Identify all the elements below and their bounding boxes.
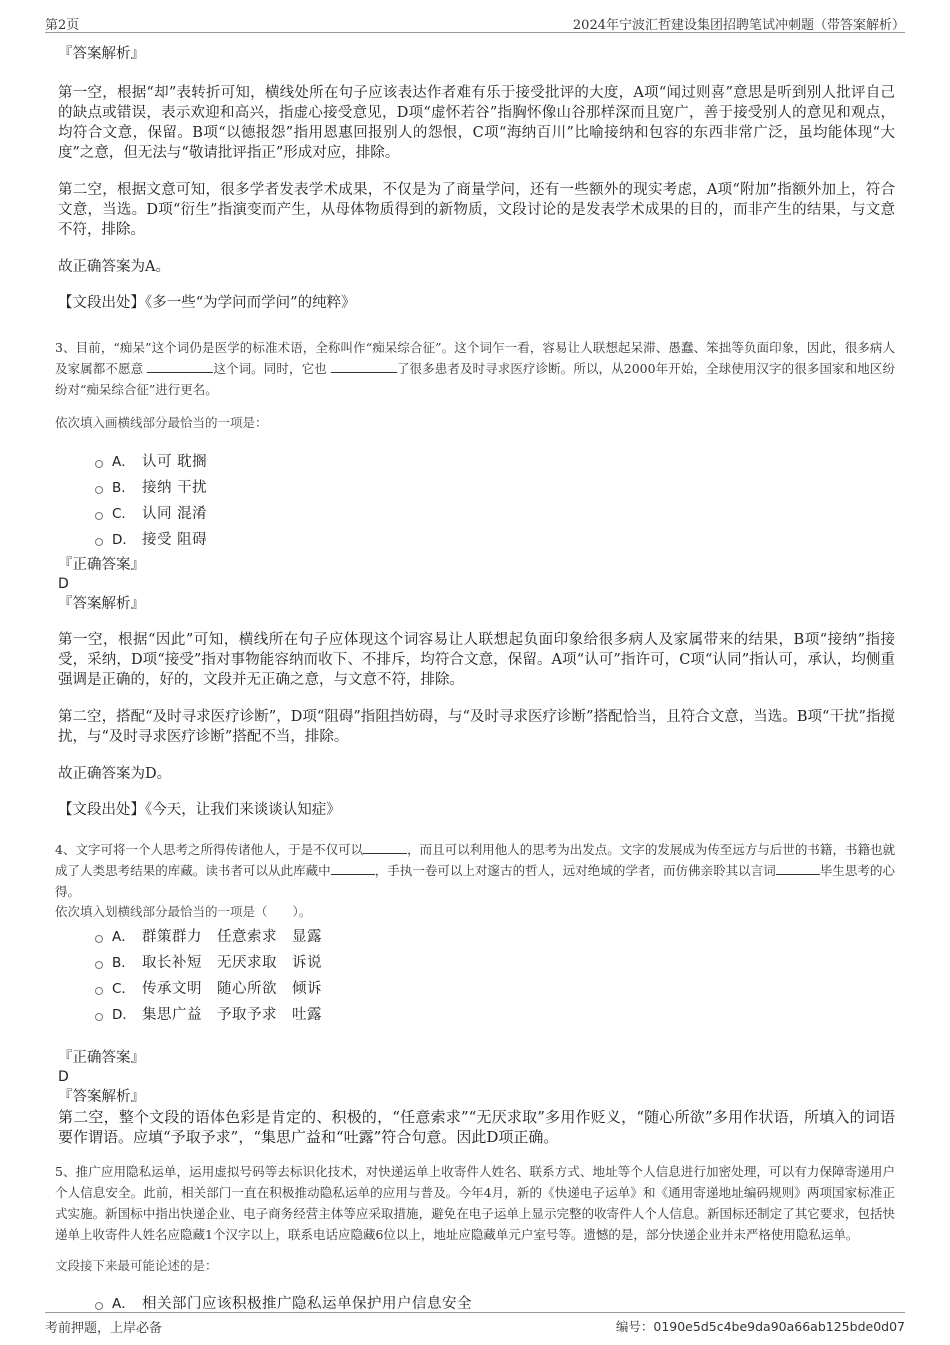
q2-conclusion: 故正确答案为A。 — [58, 259, 170, 275]
q4-analysis-label: 『答案解析』 — [58, 1089, 145, 1105]
q4-option-a[interactable]: A． 群策群力 任意索求 显露 — [95, 924, 895, 950]
radio-button[interactable] — [95, 460, 103, 468]
q2-analysis-label: 『答案解析』 — [58, 46, 145, 62]
radio-button[interactable] — [95, 987, 103, 995]
q3-conclusion: 故正确答案为D。 — [58, 766, 172, 782]
q3-stem: 3、目前，“痴呆”这个词仍是医学的标准术语，全称叫作“痴呆综合征”。这个词乍一看，容易让人联想起呆滞、愚蠢、笨拙等负面印象，因此，很多病人及家属都不愿意 这个词。同时，它也 了很多患者及时寻求医疗诊断。所以，从2000年开始，全球使用汉字的很多国家和地区纷纷对“痴呆综合征”进行更名。 — [55, 340, 895, 397]
q3-analysis-p1: 第一空，根据“因此”可知，横线所在句子应体现这个词容易让人联想起负面印象给很多病人及家属带来的结果，B项“接纳”指接受，采纳，D项“接受”指对事物能容纳而收下、不排斥，均符合文意，保留。A项“认可”指许可，C项“认同”指认可，承认，均侧重强调是正确的，好的，文段并无正确之意，与文意不符，排除。 — [58, 632, 895, 688]
q3-source: 【文段出处】《今天，让我们来谈谈认知症》 — [58, 802, 341, 818]
q4-instruction: 依次填入划横线部分最恰当的一项是（ ）。 — [55, 904, 312, 919]
radio-button[interactable] — [95, 1302, 103, 1310]
radio-button[interactable] — [95, 538, 103, 546]
q2-analysis-p1: 第一空，根据“却”表转折可知，横线处所在句子应该表达作者难有乐于接受批评的大度，A项“闻过则喜”意思是听到别人批评自己的缺点或错误，表示欢迎和高兴，指虚心接受意见，D项“虚怀若谷”指胸怀像山谷那样深而且宽广，善于接受别人的意见和观点，均符合文意，保留。B项“以德报怨”指用恩惠回报别人的怨恨，C项“海纳百川”比喻接纳和包容的东西非常广泛，虽均能体现“大度”之意，但无法与“敬请批评指正”形成对应，排除。 — [58, 85, 895, 161]
radio-button[interactable] — [95, 961, 103, 969]
radio-button[interactable] — [95, 512, 103, 520]
q5-stem: 5、推广应用隐私运单，运用虚拟号码等去标识化技术，对快递运单上收寄件人姓名、联系方式、地址等个人信息进行加密处理，可以有力保障寄递用户个人信息安全。此前，相关部门一直在积极推动隐私运单的应用与普及。今年4月，新的《快递电子运单》和《通用寄递地址编码规则》两项国家标准正式实施。新国标中指出快递企业、电子商务经营主体等应采取措施，避免在电子运单上显示完整的收寄件人个人信息。新国标还制定了其它要求，包括快递单上收寄件人姓名应隐藏1个汉字以上，联系电话应隐藏6位以上，地址应隐藏单元户室号等。遗憾的是，部分快递企业并未严格使用隐私运单。 — [55, 1164, 895, 1242]
q4-options — [95, 924, 895, 1028]
q4-option-d[interactable]: D． 集思广益 予取予求 吐露 — [95, 1002, 895, 1028]
q4-analysis-p1: 第二空，整个文段的语体色彩是肯定的、积极的，“任意索求”“无厌求取”多用作贬义，“随心所欲”多用作状语，所填入的词语要作谓语。应填“予取予求”，“集思广益和“吐露”符合句意。因此D项正确。 — [58, 1108, 895, 1146]
q3-option-b[interactable]: B． 接纳 干扰 — [95, 475, 895, 501]
blank — [331, 862, 375, 875]
q3-option-d[interactable]: D． 接受 阻碍 — [95, 527, 895, 553]
q2-analysis-p2: 第二空，根据文意可知，很多学者发表学术成果，不仅是为了商量学问，还有一些额外的现实考虑，A项“附加”指额外加上，符合文意，当选。D项“衍生”指演变而产生，从母体物质得到的新物质，文段讨论的是发表学术成果的目的，而非产生的结果，与文意不符，排除。 — [58, 182, 895, 238]
blank — [331, 360, 397, 373]
q3-answer-label: 『正确答案』 — [58, 557, 145, 573]
q3-option-c[interactable]: C． 认同 混淆 — [95, 501, 895, 527]
blank — [147, 360, 213, 373]
q3-instruction: 依次填入画横线部分最恰当的一项是： — [55, 415, 268, 430]
radio-button[interactable] — [95, 486, 103, 494]
q2-source: 【文段出处】《多一些“为学问而学问”的纯粹》 — [58, 295, 356, 311]
q3-answer: D — [58, 576, 69, 592]
q4-option-c[interactable]: C． 传承文明 随心所欲 倾诉 — [95, 976, 895, 1002]
q4-answer: D — [58, 1069, 69, 1085]
q4-stem: 4、文字可将一个人思考之所得传诸他人，于是不仅可以 ，而且可以利用他人的思考为出发点。文字的发展成为传至远方与后世的书籍，书籍也就成了人类思考结果的库藏。读书者可以从此库藏中 ，手执一卷可以上对邃古的哲人，远对绝域的学者，而仿佛亲聆其以言词 毕生思考的心得。 — [55, 842, 895, 899]
page-header — [45, 12, 905, 33]
page-number: 第2页 — [45, 18, 80, 33]
blank — [363, 841, 407, 854]
q5-instruction: 文段接下来最可能论述的是： — [55, 1258, 218, 1273]
page-footer — [45, 1312, 905, 1337]
q3-analysis-label: 『答案解析』 — [58, 596, 145, 612]
document-title: 2024年宁波汇哲建设集团招聘笔试冲刺题（带答案解析） — [572, 18, 905, 33]
q4-option-b[interactable]: B． 取长补短 无厌求取 诉说 — [95, 950, 895, 976]
q3-options — [95, 449, 895, 553]
q4-answer-label: 『正确答案』 — [58, 1050, 145, 1066]
q3-analysis-p2: 第二空，搭配“及时寻求医疗诊断”，D项“阻碍”指阻挡妨碍，与“及时寻求医疗诊断”搭配恰当，且符合文意，当选。B项“干扰”指搅扰，与“及时寻求医疗诊断”搭配不当，排除。 — [58, 709, 895, 745]
footer-slogan: 考前押题，上岸必备 — [45, 1321, 163, 1336]
document-id: 编号：0190e5d5c4be9da90a66ab125bde0d07 — [615, 1319, 905, 1334]
radio-button[interactable] — [95, 935, 103, 943]
blank — [776, 862, 820, 875]
radio-button[interactable] — [95, 1013, 103, 1021]
document-body — [55, 44, 895, 1317]
q3-option-a[interactable]: A． 认可 耽搁 — [95, 449, 895, 475]
q5-option-a[interactable]: A． 相关部门应该积极推广隐私运单保护用户信息安全 — [95, 1291, 895, 1317]
